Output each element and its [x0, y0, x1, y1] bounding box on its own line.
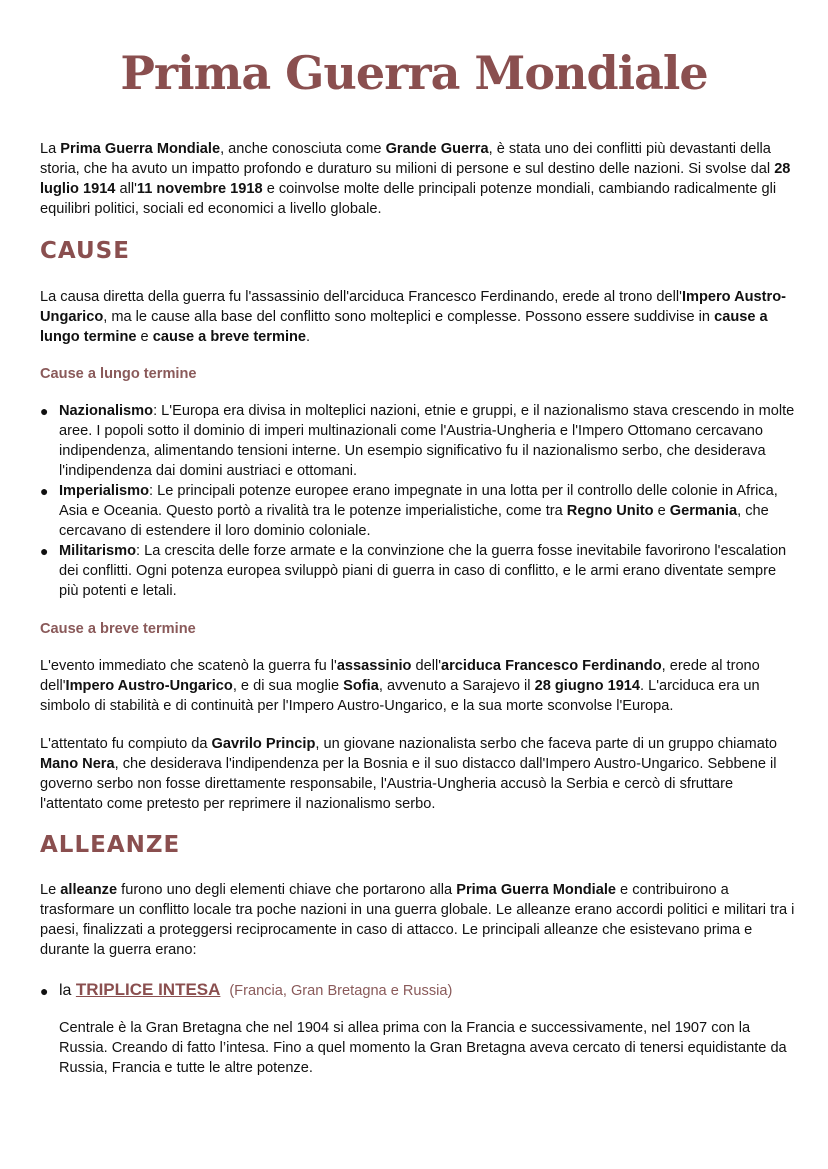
bold-text: Gavrilo Princip	[211, 736, 316, 752]
bold-text: Mano Nera	[40, 756, 115, 772]
triplice-description: Centrale è la Gran Bretagna che nel 1904 si allea prima con la Francia e successivamente, nel 1907 con la Russia. Creando di fatto l’intesa. Fino a quel momento la Gran Bretagna aveva cercato di tenersi equidistante da Russia, Francia e tutte le altre potenze.	[59, 1020, 787, 1076]
intro-paragraph	[40, 139, 798, 219]
subheading-lungo-termine: Cause a lungo termine	[40, 366, 197, 382]
bold-text: Nazionalismo	[59, 403, 154, 419]
bold-text: 28 luglio 1914	[40, 161, 791, 197]
bold-text: cause a lungo termine	[40, 309, 768, 345]
text: e coinvolse molte delle principali potenze mondiali, cambiando radicalmente gli equilibri politici, sociali ed economici a livello globale.	[40, 181, 777, 217]
section-heading-cause: CAUSE	[40, 238, 130, 264]
bold-text: assassinio	[336, 658, 412, 674]
text: , anche conosciuta come	[220, 141, 386, 157]
text: . L'arciduca era un simbolo di stabilità e di continuità per l'Impero Austro-Ungarico, e la sua morte sconvolse l'Europa.	[40, 678, 760, 714]
text: la	[59, 982, 76, 999]
text: , che cercavano di estendere il loro dominio coloniale.	[59, 503, 769, 539]
bold-text: cause a breve termine	[152, 329, 307, 345]
section-heading-alleanze: ALLEANZE	[40, 832, 181, 858]
long-term-causes-list	[40, 401, 798, 601]
text: , e di sua moglie	[232, 678, 344, 694]
text: Le	[40, 882, 61, 898]
bold-text: Regno Unito	[566, 503, 654, 519]
text: : Le principali potenze europee erano impegnate in una lotta per il controllo delle colonie in Africa, Asia e Oceania. Questo portò a rivalità tra le potenze imperialistiche, come tra	[59, 483, 778, 519]
alleanze-paragraph	[40, 880, 798, 960]
text: , è stata uno dei conflitti più devastanti della storia, che ha avuto un impatto profondo e duraturo su milioni di persone e sul destino delle nazioni. Si svolse dal	[40, 141, 775, 177]
bullet-icon: ●	[40, 483, 49, 499]
short-term-paragraph-2	[40, 734, 798, 814]
bold-text: Impero Austro-Ungarico	[65, 678, 233, 694]
text: , avvenuto a Sarajevo il	[378, 678, 535, 694]
text: e contribuirono a trasformare un conflitto locale tra poche nazioni in una guerra globale. Le alleanze erano accordi politici e militari tra i paesi, finalizzati a proteggersi reciprocamente in caso di attacco. Le principali alleanze che esistevano prima e durante la guerra erano:	[40, 882, 795, 958]
list-item	[40, 541, 798, 601]
bold-text: arciduca Francesco Ferdinando	[441, 658, 662, 674]
page-title: Prima Guerra Mondiale	[120, 46, 708, 100]
text: L'attentato fu compiuto da	[40, 736, 212, 752]
text: dell'	[411, 658, 442, 674]
bold-text: 11 novembre 1918	[136, 181, 263, 197]
text: L'evento immediato che scatenò la guerra fu l'	[40, 658, 337, 674]
text: : L'Europa era divisa in molteplici nazioni, etnie e gruppi, e il nazionalismo stava crescendo in molte aree. I popoli sotto il dominio di imperi multinazionali come l'Austria-Ungheria e l'Impero Ottomano cercavano indipendenza, alimentando tensioni interne. Un esempio significativo fu il nazionalismo serbo, che desiderava l'indipendenza dai domini austriaci e ottomani.	[59, 403, 795, 479]
text: e	[136, 329, 153, 345]
bold-text: Imperialismo	[59, 483, 150, 499]
bold-text: Militarismo	[59, 543, 137, 559]
text: , ma le cause alla base del conflitto sono molteplici e complesse. Possono essere suddivise in	[103, 309, 715, 325]
list-item	[40, 401, 798, 481]
text: , un giovane nazionalista serbo che faceva parte di un gruppo chiamato	[315, 736, 777, 752]
bold-text: alleanze	[60, 882, 118, 898]
text: furono uno degli elementi chiave che portarono alla	[117, 882, 457, 898]
bold-text: Germania	[669, 503, 738, 519]
bold-text: Sofia	[343, 678, 379, 694]
triplice-intesa-link[interactable]: TRIPLICE INTESA	[75, 980, 221, 999]
bold-text: Impero Austro-Ungarico	[40, 289, 786, 325]
text: e	[653, 503, 670, 519]
short-term-paragraph-1	[40, 656, 798, 716]
list-item	[40, 481, 798, 541]
text: .	[306, 329, 311, 345]
text: La causa diretta della guerra fu l'assassinio dell'arciduca Francesco Ferdinando, erede al trono dell'	[40, 289, 682, 305]
bold-text: Prima Guerra Mondiale	[456, 882, 616, 898]
bold-text: 28 giugno 1914	[534, 678, 641, 694]
text: all'	[115, 181, 137, 197]
subheading-breve-termine: Cause a breve termine	[40, 621, 196, 637]
text: : La crescita delle forze armate e la convinzione che la guerra fosse inevitabile favorirono l'escalation dei conflitti. Ogni potenza europea sviluppò piani di guerra in caso di conflitto, e le armi erano diventate sempre più potenti e letali.	[59, 543, 787, 599]
bullet-icon: ●	[40, 983, 49, 999]
bullet-icon: ●	[40, 403, 49, 419]
bullet-icon: ●	[40, 543, 49, 559]
text: La	[40, 141, 61, 157]
triplice-intesa-item	[40, 978, 800, 1003]
triplice-members-text: (Francia, Gran Bretagna e Russia)	[229, 983, 453, 999]
bold-text: Grande Guerra	[385, 141, 489, 157]
text: , erede al trono dell'	[40, 658, 760, 694]
text: , che desiderava l'indipendenza per la Bosnia e il suo distacco dall'Impero Austro-Ungarico. Sebbene il governo serbo non fosse direttamente responsabile, l'Austria-Ungheria accusò la Serbia e cercò di sfruttare l'attentato come pretesto per reprimere il nazionalismo serbo.	[40, 756, 777, 812]
bold-text: Prima Guerra Mondiale	[60, 141, 221, 157]
cause-paragraph	[40, 287, 798, 347]
